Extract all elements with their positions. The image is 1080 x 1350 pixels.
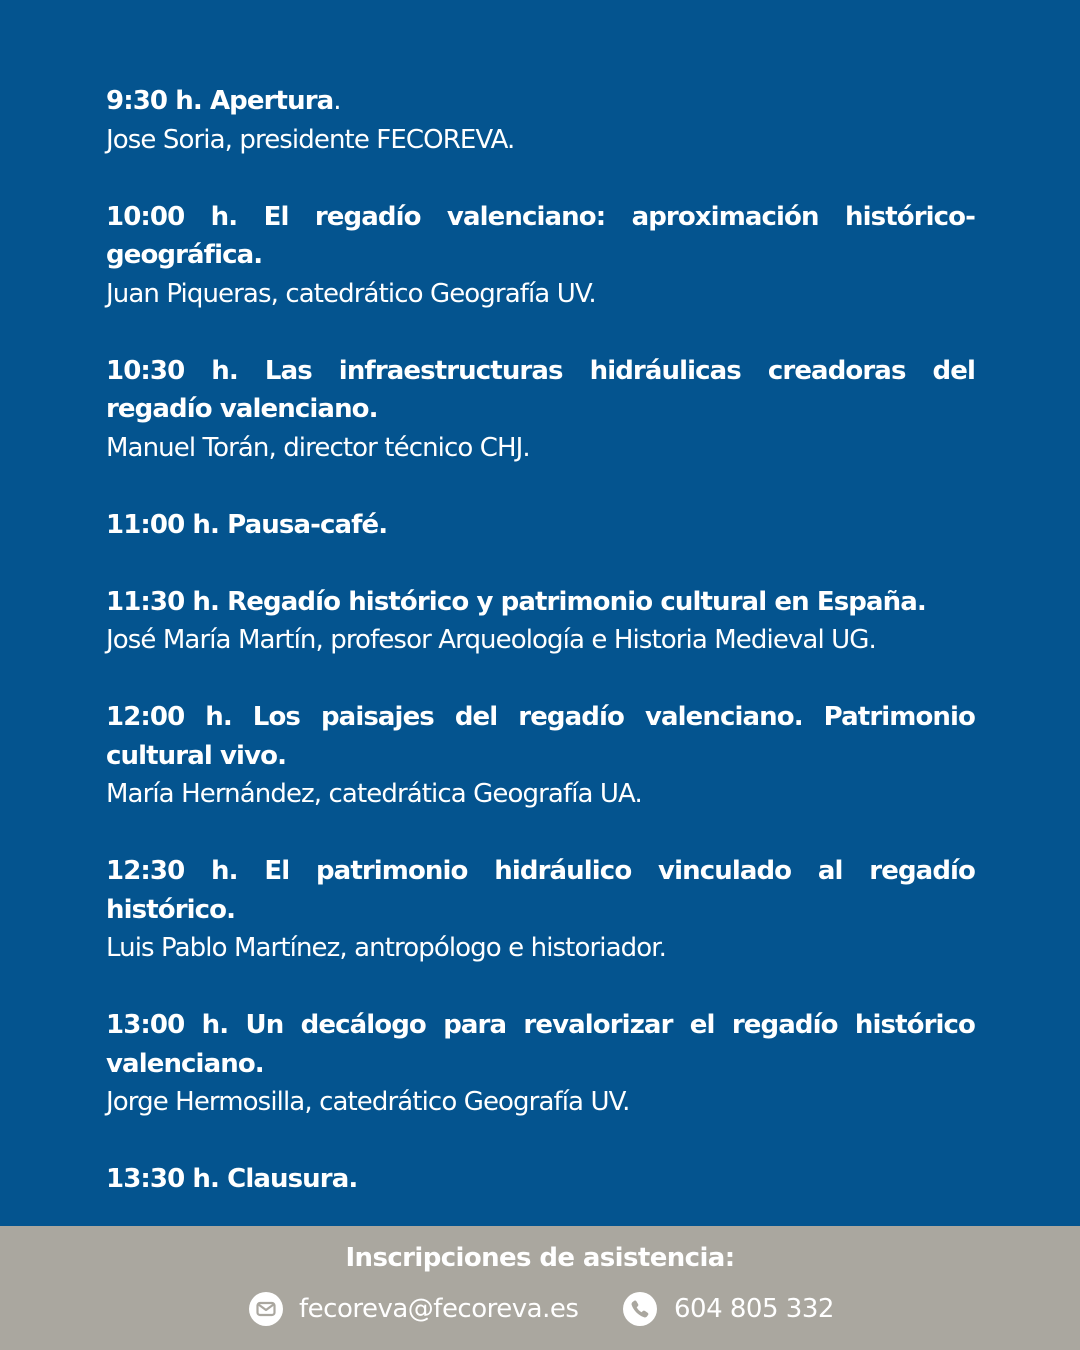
- agenda-item-speaker: Manuel Torán, director técnico CHJ.: [106, 432, 530, 463]
- agenda-item-speaker: María Hernández, catedrática Geografía UA.: [106, 779, 642, 809]
- agenda-item-title-text: 9:30 h. Apertura: [106, 86, 334, 116]
- email-contact[interactable]: [249, 1286, 578, 1332]
- agenda-item: [106, 583, 975, 660]
- agenda-item-title: 13:00 h. Un decálogo para revalorizar el regadío histórico valenciano.: [106, 1010, 975, 1079]
- phone-number[interactable]: 604 805 332: [674, 1294, 834, 1324]
- footer-title: Inscripciones de asistencia:: [345, 1243, 735, 1273]
- agenda-item-title: 11:30 h. Regadío histórico y patrimonio cultural en España.: [106, 586, 926, 617]
- agenda-item: [106, 1160, 975, 1199]
- agenda-item-title: 10:30 h. Las infraestructuras hidráulicas creadoras del regadío valenciano.: [106, 355, 975, 424]
- agenda-item: [106, 1006, 975, 1122]
- agenda-item: [106, 852, 975, 968]
- agenda-item-title: 13:30 h. Clausura.: [106, 1164, 358, 1194]
- registration-footer: [0, 1226, 1080, 1350]
- mail-icon: [249, 1292, 283, 1326]
- agenda-item-speaker: José María Martín, profesor Arqueología e Historia Medieval UG.: [106, 625, 876, 655]
- agenda-item: [106, 698, 975, 814]
- phone-contact[interactable]: [623, 1286, 834, 1332]
- agenda-item: [106, 82, 975, 159]
- agenda-item-title-suffix: .: [333, 86, 341, 116]
- agenda-item: [106, 198, 975, 314]
- agenda-item-speaker: Juan Piqueras, catedrático Geografía UV.: [106, 278, 596, 309]
- agenda-item-title: 11:00 h. Pausa-café.: [106, 509, 388, 540]
- email-link[interactable]: fecoreva@fecoreva.es: [299, 1294, 579, 1324]
- agenda-item-title: [106, 82, 975, 121]
- agenda-item-speaker: Luis Pablo Martínez, antropólogo e historiador.: [106, 933, 666, 963]
- agenda-item-title: 12:30 h. El patrimonio hidráulico vinculado al regadío histórico.: [106, 856, 975, 925]
- agenda-item-title: 10:00 h. El regadío valenciano: aproximación histórico-geográfica.: [106, 201, 975, 270]
- agenda-list: [106, 82, 975, 1237]
- agenda-item: [106, 352, 975, 468]
- agenda-item: [106, 506, 975, 545]
- phone-icon: [623, 1292, 657, 1326]
- agenda-item-speaker: Jose Soria, presidente FECOREVA.: [106, 124, 515, 155]
- agenda-item-speaker: Jorge Hermosilla, catedrático Geografía UV.: [106, 1087, 630, 1117]
- agenda-item-title: 12:00 h. Los paisajes del regadío valenciano. Patrimonio cultural vivo.: [106, 702, 975, 771]
